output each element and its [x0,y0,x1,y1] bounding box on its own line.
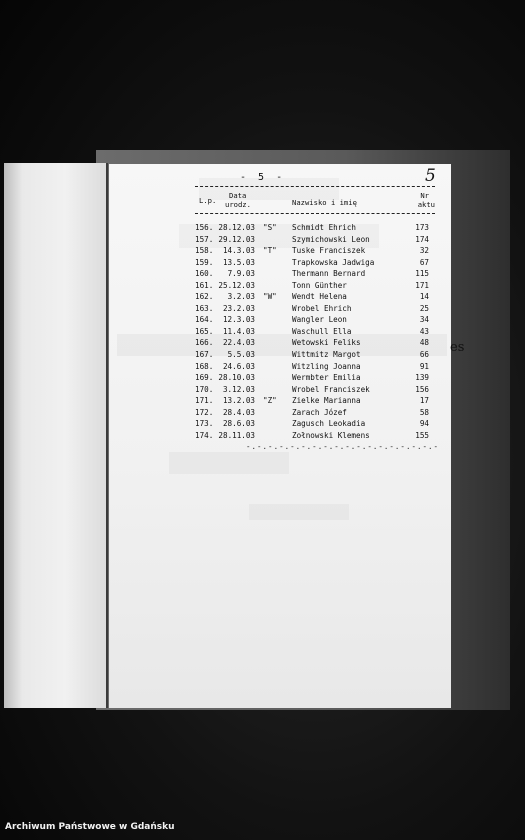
row-date: 11.4.03 [222,326,255,336]
row-date: 22.4.03 [222,338,255,348]
row-date: 28.10.03 [218,373,255,383]
table-row [195,257,435,269]
header-akt-line1: Nr [420,191,429,200]
row-date: 7.9.03 [227,269,255,279]
table-row [195,314,435,326]
row-lp: 164. [195,315,214,325]
row-date: 24.6.03 [222,361,255,371]
archive-footer: Archiwum Państwowe w Gdańsku [5,822,175,832]
row-akt: 91 [419,361,429,371]
header-akt-line2: aktu [417,200,435,209]
row-name: Wrobel Franciszek [292,384,370,394]
header-date-line1: Data [229,191,247,200]
row-date: 28.6.03 [222,419,255,429]
side-mark: es [450,340,465,355]
row-date: 28.4.03 [222,407,255,417]
row-name: Zarach Józef [292,407,347,417]
row-name: Wangler Leon [292,315,347,325]
row-akt: 67 [419,257,429,267]
row-akt: 17 [419,396,429,406]
table-row [195,407,435,419]
row-date: 5.5.03 [227,350,255,360]
row-akt: 171 [415,280,429,290]
table-row [195,384,435,396]
handwritten-page-number: 5 [425,166,436,186]
table-row [195,418,435,430]
row-name: Wermbter Emilia [292,373,361,383]
row-date: 28.12.03 [218,223,255,232]
row-lp: 159. [195,257,214,267]
table-row [195,372,435,384]
row-date: 29.12.03 [218,234,255,244]
row-name: Thermann Bernard [292,269,366,279]
row-akt: 155 [415,430,429,440]
left-cover-card [4,163,108,708]
row-date: 25.12.03 [218,280,255,290]
row-name: Witzling Joanna [292,361,361,371]
table-body [195,222,435,441]
row-name: Wendt Helena [292,292,347,302]
row-name: Wrobel Ehrich [292,303,352,313]
row-letter: "T" [263,246,277,256]
row-name: Zagusch Leokadia [292,419,366,429]
table-row [195,222,435,234]
row-lp: 166. [195,338,214,348]
table-row [195,395,435,407]
table-row [195,280,435,292]
row-name: Wetowski Feliks [292,338,361,348]
end-dash-line: -.-.-.-.-.-.-.-.-.-.-.-.-.-.-.-.-.- [246,442,440,451]
table-row [195,234,435,246]
row-akt: 139 [415,373,429,383]
row-lp: 156. [195,223,214,232]
row-akt: 94 [419,419,429,429]
row-date: 13.5.03 [222,257,255,267]
row-akt: 34 [419,315,429,325]
row-akt: 58 [419,407,429,417]
row-name: Wittmitz Margot [292,350,361,360]
row-name: Trapkowska Jadwiga [292,257,375,267]
row-lp: 163. [195,303,214,313]
table-row [195,337,435,349]
row-akt: 43 [419,326,429,336]
row-lp: 161. [195,280,214,290]
row-lp: 170. [195,384,214,394]
row-date: 3.2.03 [227,292,255,302]
header-name: Nazwisko i imię [292,198,357,207]
row-lp: 169. [195,373,214,383]
row-akt: 156 [415,384,429,394]
row-lp: 171. [195,396,214,406]
row-lp: 174. [195,430,214,440]
row-letter: "Z" [263,396,277,406]
row-lp: 162. [195,292,214,302]
table-row [195,349,435,361]
row-akt: 115 [415,269,429,279]
row-name: Tuske Franciszek [292,246,366,256]
row-letter: "W" [263,292,277,302]
row-name: Tonn Günther [292,280,347,290]
row-name: Zołnowski Klemens [292,430,370,440]
table-row [195,361,435,373]
header-lp: L.p. [199,196,217,205]
row-akt: 173 [415,223,429,232]
page-number: - 5 - [240,172,286,183]
table-row [195,291,435,303]
row-name: Waschull Ella [292,326,352,336]
row-letter: "S" [263,223,277,232]
table-row [195,326,435,338]
row-lp: 157. [195,234,214,244]
row-lp: 160. [195,269,214,279]
row-akt: 48 [419,338,429,348]
header-date-line2: urodz. [225,200,251,209]
row-lp: 173. [195,419,214,429]
row-akt: 174 [415,234,429,244]
row-lp: 158. [195,246,214,256]
table-row [195,303,435,315]
register-table [195,186,435,441]
row-akt: 14 [419,292,429,302]
table-row [195,268,435,280]
row-akt: 66 [419,350,429,360]
row-akt: 32 [419,246,429,256]
row-lp: 168. [195,361,214,371]
row-lp: 165. [195,326,214,336]
row-name: Szymichowski Leon [292,234,370,244]
row-date: 23.2.03 [222,303,255,313]
row-date: 14.3.03 [222,246,255,256]
table-row [195,245,435,257]
table-header-rule [195,213,435,214]
table-header [195,187,435,213]
row-date: 3.12.03 [222,384,255,394]
row-name: Zielke Marianna [292,396,361,406]
row-akt: 25 [419,303,429,313]
row-date: 13.2.03 [222,396,255,406]
row-lp: 167. [195,350,214,360]
row-lp: 172. [195,407,214,417]
table-row [195,430,435,442]
row-date: 12.3.03 [222,315,255,325]
row-name: Schmidt Ehrich [292,223,357,232]
row-date: 28.11.03 [218,430,255,440]
